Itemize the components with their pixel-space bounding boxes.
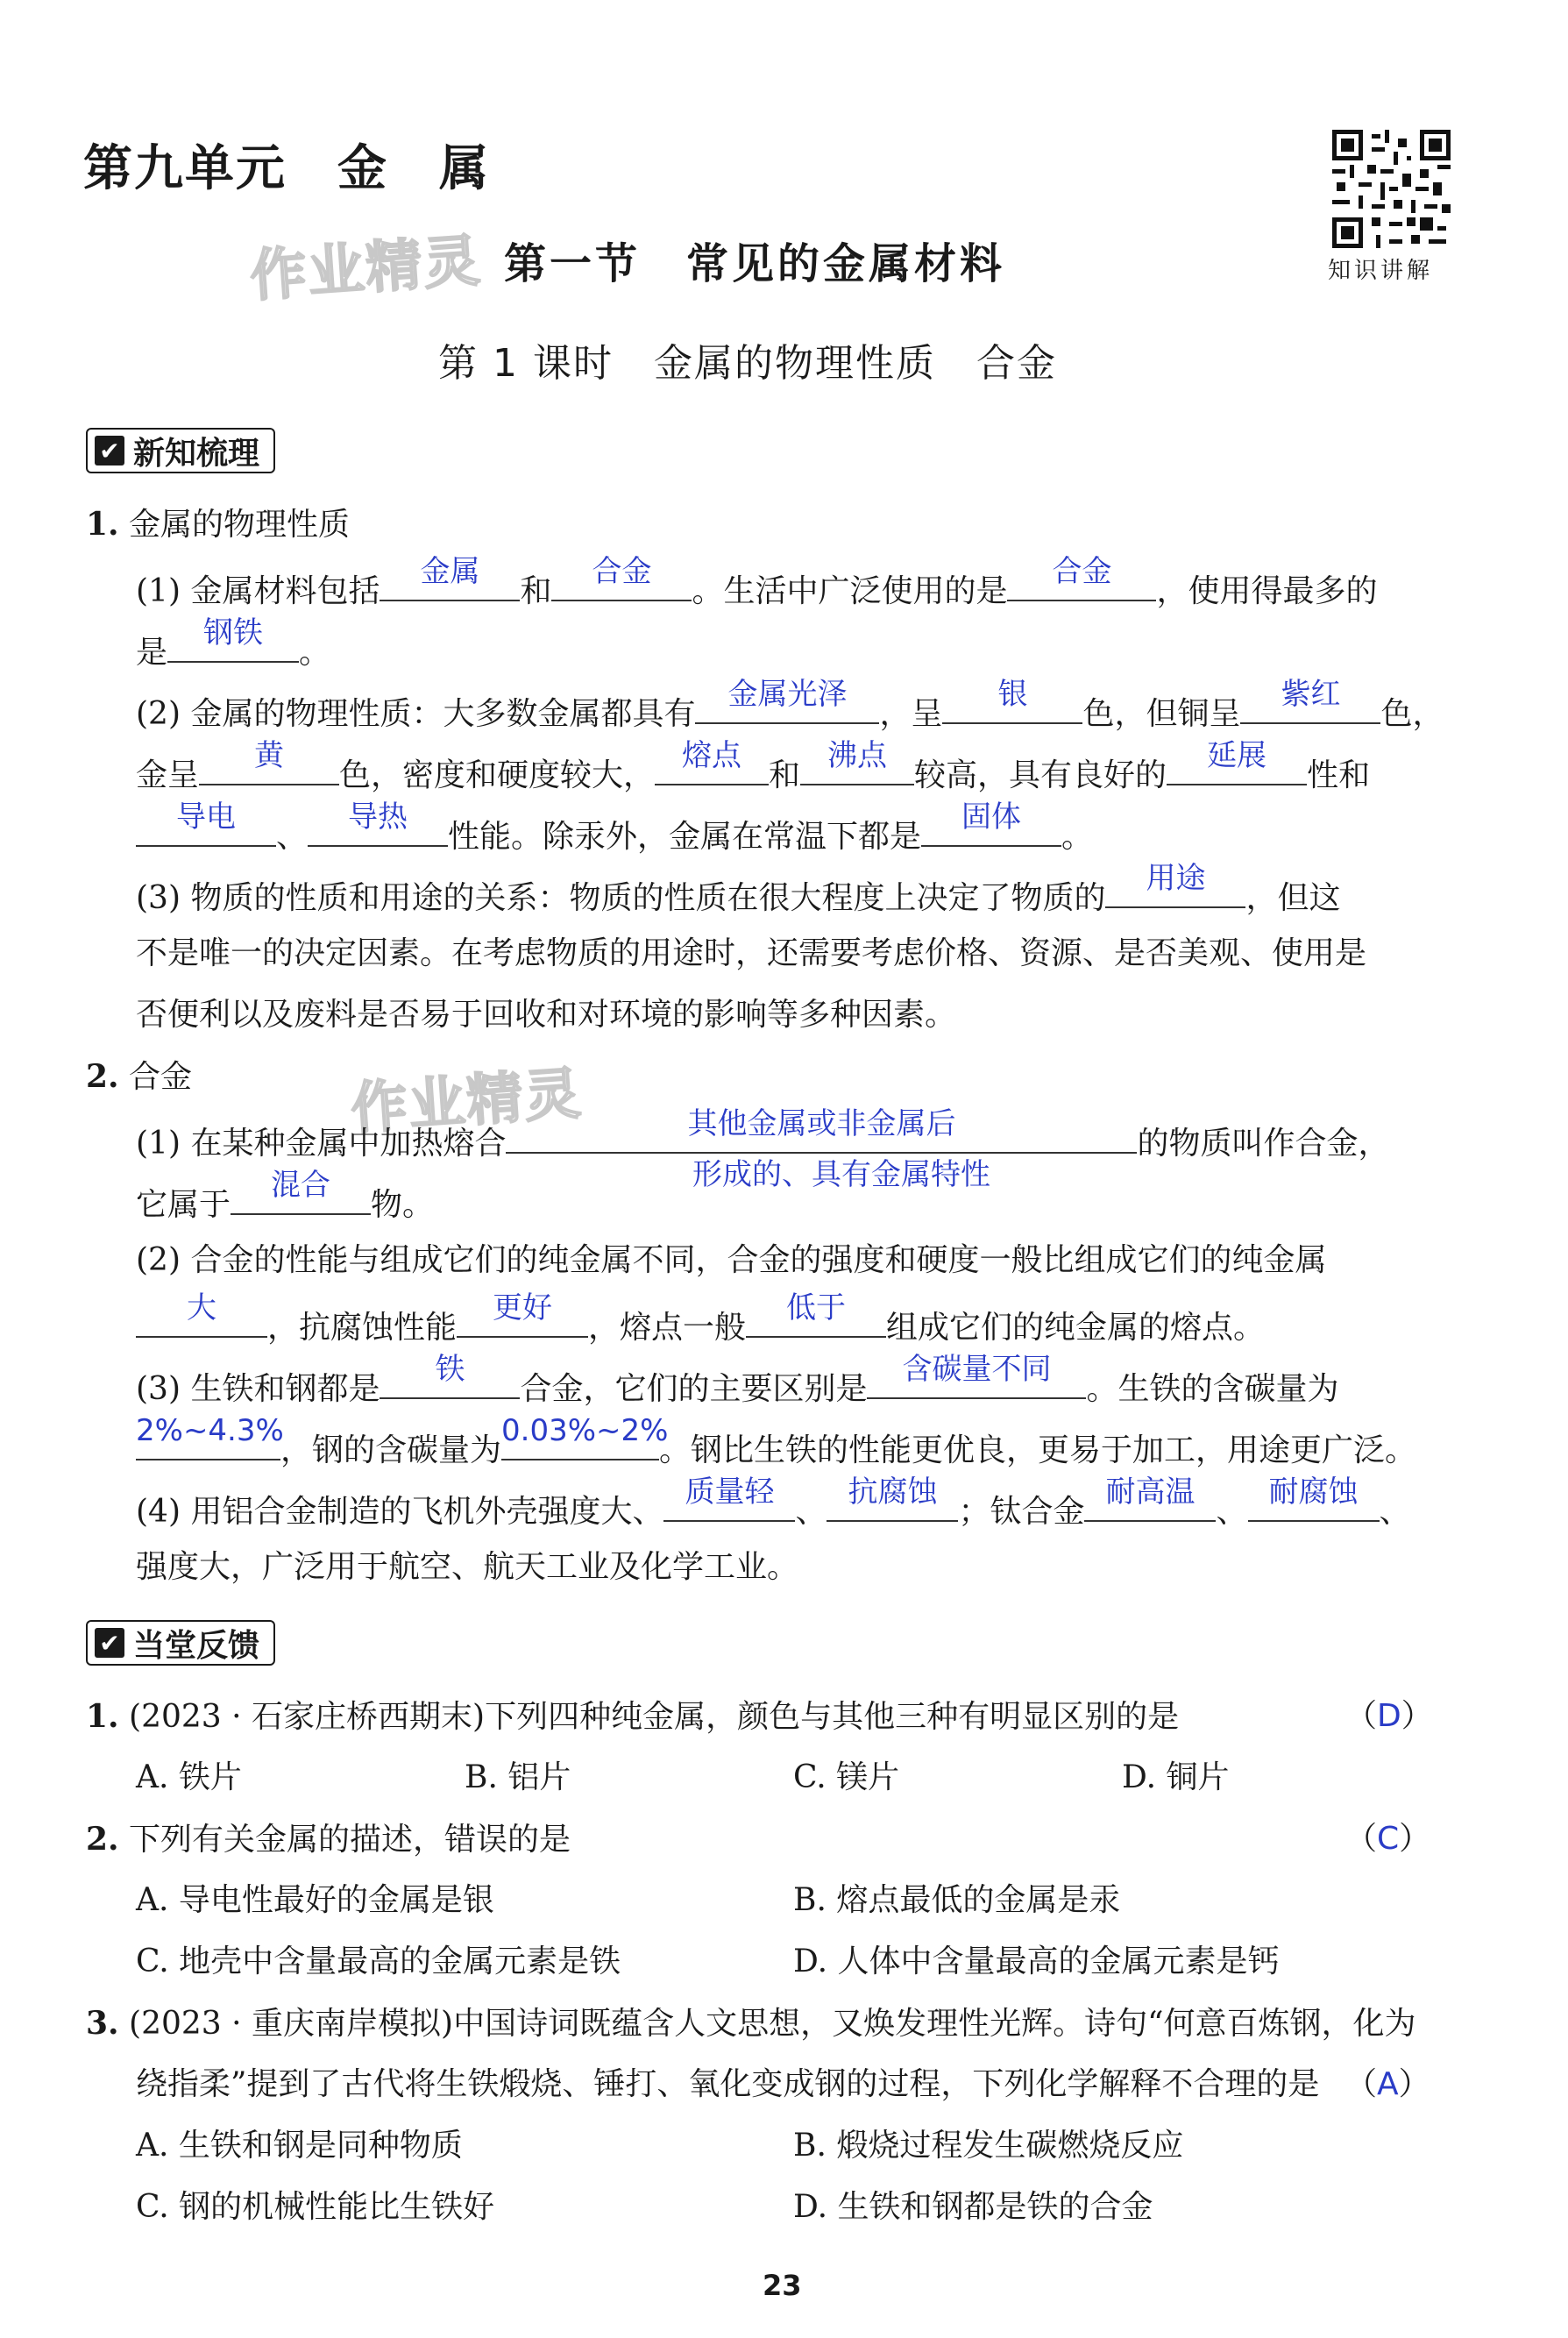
tag-feedback: [86, 1620, 275, 1666]
q3-stem-line1: 3. (2023 · 重庆南岸模拟)中国诗词既蕴含人文思想，又焕发理性光辉。诗句“何意百炼钢，化为: [86, 2005, 1416, 2042]
q2-answer[interactable]: （C）: [1345, 1821, 1431, 1857]
q3-option-a[interactable]: A. 生铁和钢是同种物质: [136, 2128, 463, 2164]
k1-p3-line1: (3) 物质的性质和用途的关系：物质的性质在很大程度上决定了物质的 用途 ，但这: [136, 861, 1341, 916]
blank[interactable]: 用途: [1105, 873, 1245, 908]
blank[interactable]: 延展: [1167, 750, 1307, 785]
section-title: 第一节 常见的金属材料: [504, 239, 1006, 288]
blank[interactable]: 更好: [457, 1303, 588, 1338]
k1-heading: 1. 金属的物理性质: [86, 506, 351, 543]
q1-answer[interactable]: （D）: [1345, 1698, 1433, 1734]
blank[interactable]: 耐腐蚀: [1248, 1487, 1380, 1522]
k1-p1-line2: 是 钢铁 。: [136, 615, 331, 671]
q2-option-a[interactable]: A. 导电性最好的金属是银: [136, 1882, 494, 1918]
k2-p4-line1: (4) 用铝合金制造的飞机外壳强度大、 质量轻 、 抗腐蚀 ；钛合金 耐高温 、 耐腐蚀 、: [136, 1475, 1411, 1530]
blank[interactable]: 金属光泽: [695, 689, 879, 724]
blank-long[interactable]: 其他金属或非金属后: [506, 1119, 1137, 1154]
q1-option-a[interactable]: A. 铁片: [136, 1759, 242, 1795]
blank[interactable]: 紫红: [1240, 689, 1380, 724]
blank[interactable]: 铁: [380, 1364, 520, 1399]
lesson-title: 第 1 课时 金属的物理性质 合金: [438, 341, 1057, 386]
tag-new-knowledge: [86, 428, 275, 473]
blank[interactable]: 含碳量不同: [867, 1364, 1086, 1399]
blank[interactable]: 固体: [921, 812, 1061, 847]
k1-p3-line2: 不是唯一的决定因素。在考虑物质的用途时，还需要考虑价格、资源、是否美观、使用是: [136, 935, 1367, 971]
unit-title: 第九单元 金 属: [83, 140, 490, 197]
q3-stem-line2: 绕指柔”提到了古代将生铁煅烧、锤打、氧化变成钢的过程，下列化学解释不合理的是: [136, 2066, 1320, 2102]
blank[interactable]: 银: [942, 689, 1082, 724]
q2-option-b[interactable]: B. 熔点最低的金属是汞: [793, 1882, 1121, 1918]
blank[interactable]: 大: [136, 1303, 267, 1338]
k1-p2-line1: (2) 金属的物理性质：大多数金属都具有 金属光泽 ，呈 银 色，但铜呈 紫红 色，: [136, 677, 1444, 732]
k2-p3-line1: (3) 生铁和钢都是 铁 合金，它们的主要区别是 含碳量不同 。生铁的含碳量为: [136, 1352, 1339, 1407]
k2-p1-line2: 它属于 混合 物。: [136, 1168, 435, 1223]
blank[interactable]: 导热: [308, 812, 448, 847]
checkbox-icon: ✔: [95, 1628, 124, 1658]
k2-p3-line2: 2%~4.3% ，钢的含碳量为 0.03%~2% 。钢比生铁的性能更优良，更易于加工，用途更广泛。: [136, 1413, 1417, 1468]
blank[interactable]: 导电: [136, 812, 276, 847]
blank[interactable]: 沸点: [800, 750, 914, 785]
blank[interactable]: 混合: [231, 1180, 371, 1215]
q3-answer[interactable]: （A）: [1345, 2066, 1430, 2102]
k2-p1-line1: (1) 在某种金属中加热熔合 其他金属或非金属后 的物质叫作合金，: [136, 1106, 1390, 1162]
k1-p2-line3: 导电 、 导热 性能。除汞外，金属在常温下都是 固体 。: [136, 812, 1093, 856]
blank[interactable]: 合金: [551, 566, 692, 601]
blank[interactable]: 2%~4.3%: [136, 1425, 280, 1460]
q1-option-b[interactable]: B. 铝片: [465, 1759, 571, 1795]
k2-p2-line2: 大 ，抗腐蚀性能 更好 ，熔点一般 低于 组成它们的纯金属的熔点。: [136, 1303, 1265, 1347]
q3-option-d[interactable]: D. 生铁和钢都是铁的合金: [793, 2189, 1153, 2225]
k2-p4-line2: 强度大，广泛用于航空、航天工业及化学工业。: [136, 1549, 799, 1585]
k1-p2-line2: 金呈 黄 色，密度和硬度较大， 熔点 和 沸点 较高，具有良好的 延展 性和: [136, 738, 1371, 793]
q2-stem: 2. 下列有关金属的描述，错误的是: [86, 1821, 571, 1858]
q2-option-c[interactable]: C. 地壳中含量最高的金属元素是铁: [136, 1944, 621, 1979]
blank[interactable]: 质量轻: [663, 1487, 795, 1522]
q1-stem: 1. (2023 · 石家庄桥西期末)下列四种纯金属，颜色与其他三种有明显区别的是: [86, 1698, 1180, 1735]
q1-option-d[interactable]: D. 铜片: [1122, 1759, 1230, 1795]
blank[interactable]: 熔点: [655, 750, 769, 785]
tag-new-knowledge-label: 新知梳理: [133, 435, 260, 472]
qr-label: 知识讲解: [1328, 258, 1434, 284]
blank[interactable]: 抗腐蚀: [827, 1487, 958, 1522]
blank[interactable]: 钢铁: [167, 628, 299, 663]
blank[interactable]: 低于: [746, 1303, 886, 1338]
k2-p2-line1: (2) 合金的性能与组成它们的纯金属不同，合金的强度和硬度一般比组成它们的纯金属: [136, 1242, 1327, 1278]
blank[interactable]: 金属: [380, 566, 520, 601]
page-number: 23: [763, 2269, 802, 2302]
q2-option-d[interactable]: D. 人体中含量最高的金属元素是钙: [793, 1944, 1280, 1979]
blank[interactable]: 黄: [199, 750, 339, 785]
k2-heading: 2. 合金: [86, 1058, 193, 1095]
tag-feedback-label: 当堂反馈: [133, 1627, 260, 1664]
watermark-top: 作业精灵: [248, 228, 484, 310]
blank[interactable]: 耐高温: [1084, 1487, 1216, 1522]
blank[interactable]: 0.03%~2%: [501, 1425, 659, 1460]
checkbox-icon: ✔: [95, 436, 124, 465]
watermark-middle: 作业精灵: [349, 1061, 585, 1143]
q1-option-c[interactable]: C. 镁片: [793, 1759, 900, 1795]
k2-p1-answer-line2: 形成的、具有金属特性: [692, 1157, 990, 1192]
q3-option-c[interactable]: C. 钢的机械性能比生铁好: [136, 2189, 495, 2225]
qr-code-icon[interactable]: [1332, 130, 1451, 248]
q3-option-b[interactable]: B. 煅烧过程发生碳燃烧反应: [793, 2128, 1184, 2164]
blank[interactable]: 合金: [1007, 566, 1156, 601]
k1-p3-line3: 否便利以及废料是否易于回收和对环境的影响等多种因素。: [136, 997, 957, 1033]
k1-p1-line1: (1) 金属材料包括 金属 和 合金 。生活中广泛使用的是 合金 ，使用得最多的: [136, 554, 1378, 609]
